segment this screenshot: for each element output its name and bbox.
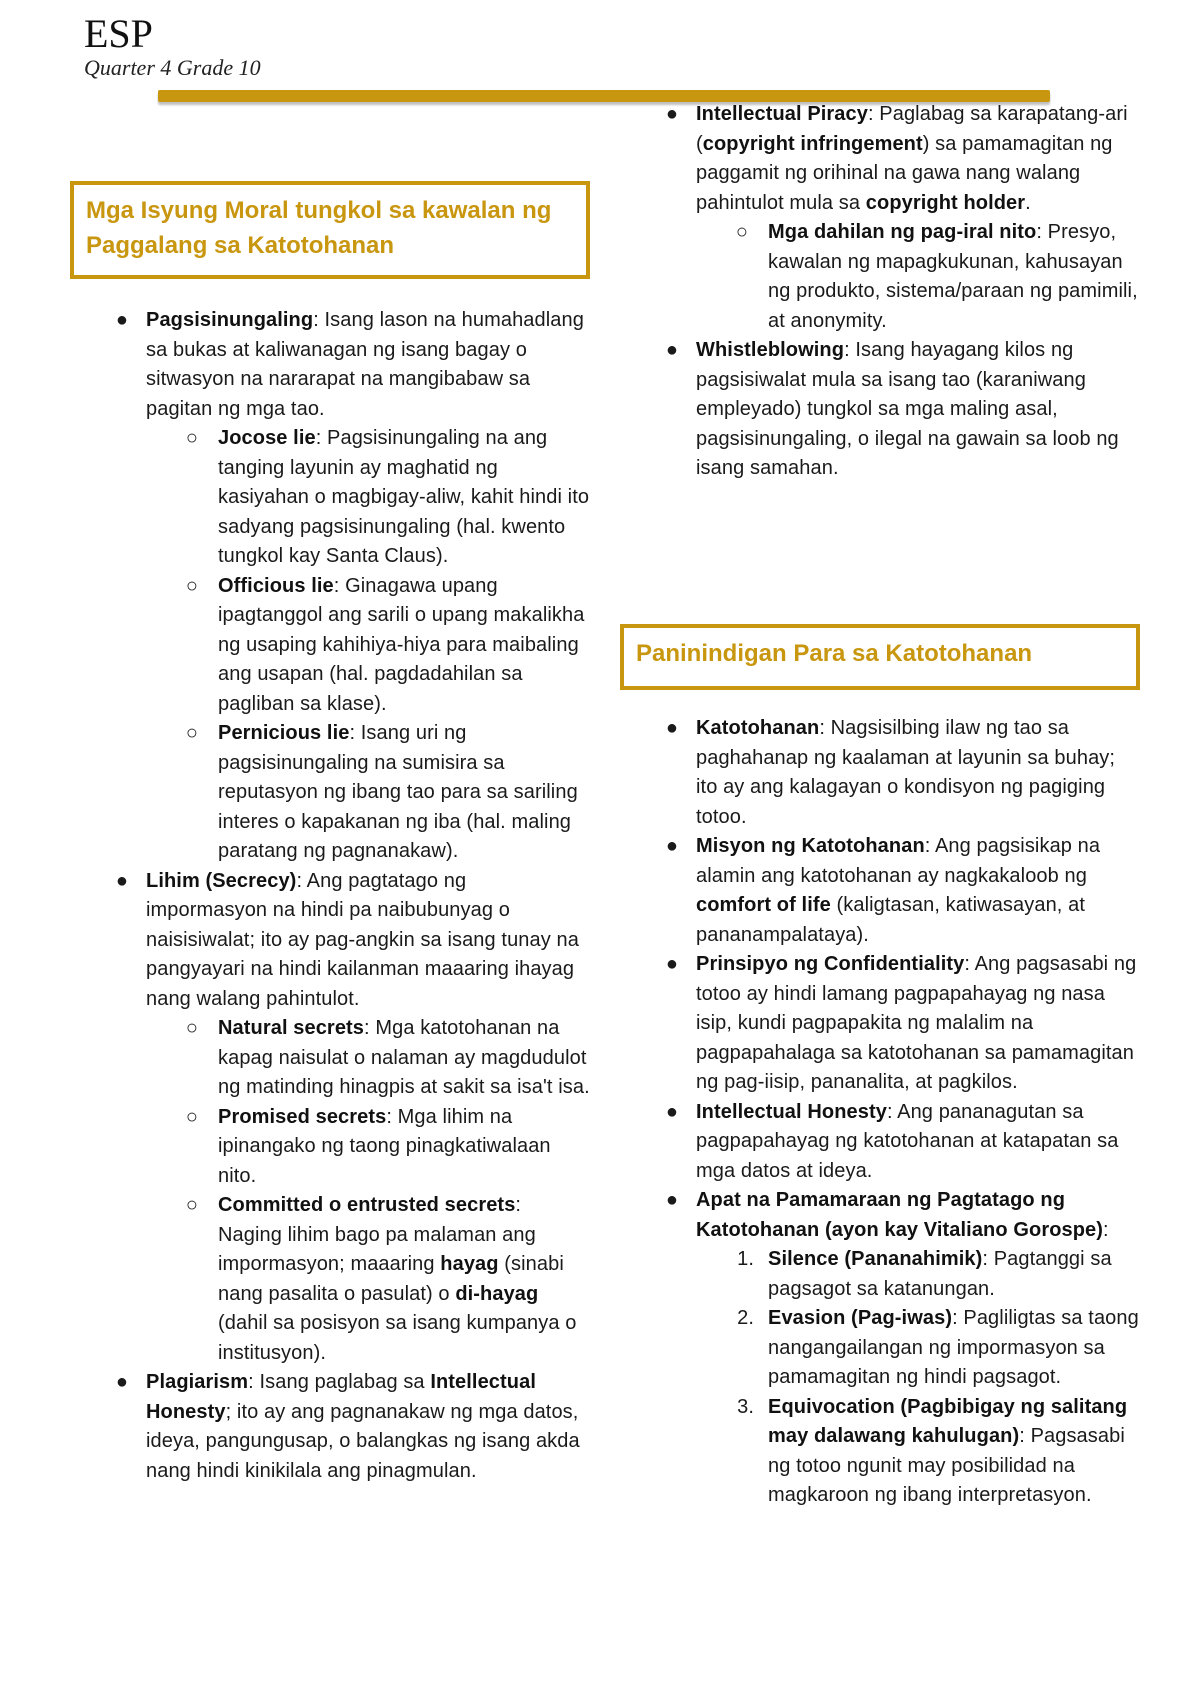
- list-item-mga-dahilan: ○ Mga dahilan ng pag-iral nito: Presyo, kawalan ng mapagkukunan, kahusayan ng produkto, sistema/paraan ng pamimili, at anonymity.: [620, 218, 1140, 336]
- list-item-promised-secrets: ○ Promised secrets: Mga lihim na ipinangako ng taong pinagkatiwalaan nito.: [70, 1103, 590, 1192]
- moral-issues-list: [70, 306, 590, 1486]
- list-item-katotohanan: ● Katotohanan: Nagsisilbing ilaw ng tao sa paghahanap ng kaalaman at layunin sa buhay; ito ay ang kalagayan o kondisyon ng pagiging totoo.: [620, 714, 1140, 832]
- list-item-misyon: ● Misyon ng Katotohanan: Ang pagsisikap na alamin ang katotohanan ay nagkakaloob ng comfort of life (kaligtasan, katiwasayan, at pananampalataya).: [620, 832, 1140, 950]
- list-item-confidentiality: ● Prinsipyo ng Confidentiality: Ang pagsasabi ng totoo ay hindi lamang pagpapahayag ng nasa isip, kundi pagpapakita ng malalim na pagpapahalaga sa katotohanan sa pamamagitan ng pag-iisip, pananalita, at pagkilos.: [620, 950, 1140, 1098]
- list-item-jocose-lie: ○ Jocose lie: Pagsisinungaling na ang tanging layunin ay maghatid ng kasiyahan o magbigay-aliw, kahit hindi ito sadyang pagsisinungaling (hal. kwento tungkol kay Santa Claus).: [70, 424, 590, 572]
- list-item-pernicious-lie: ○ Pernicious lie: Isang uri ng pagsisinungaling na sumisira sa reputasyon ng ibang tao para sa sariling interes o kapakanan ng iba (hal. maling paratang ng pagnanakaw).: [70, 719, 590, 867]
- list-item-plagiarism: ● Plagiarism: Isang paglabag sa Intellectual Honesty; ito ay ang pagnanakaw ng mga datos, ideya, pangungusap, o balangkas ng isang akda nang hindi kinikilala ang pinagmulan.: [70, 1368, 590, 1486]
- hollow-bullet-icon: ○: [185, 1017, 199, 1039]
- hollow-bullet-icon: ○: [185, 722, 199, 744]
- hollow-bullet-icon: ○: [735, 221, 749, 243]
- hollow-bullet-icon: ○: [185, 1194, 199, 1216]
- list-item-lihim: ● Lihim (Secrecy): Ang pagtatago ng impormasyon na hindi pa naibubunyag o naisisiwalat; ito ay pag-angkin sa isang tunay na pangyayari na hindi kailanman maaaring ihayag nang walang pahintulot.: [70, 867, 590, 1015]
- bullet-icon: ●: [115, 1371, 129, 1393]
- list-item-pagsisinungaling: ● Pagsisinungaling: Isang lason na humahadlang sa bukas at kaliwanagan ng isang bagay o sitwasyon na nararapat na mangibabaw sa pagitan ng mga tao.: [70, 306, 590, 424]
- list-item-intellectual-piracy: ● Intellectual Piracy: Paglabag sa karapatang-ari (copyright infringement) sa pamamagitan ng paggamit ng orihinal na gawa nang walang pahintulot mula sa copyright holder.: [620, 100, 1140, 218]
- bullet-icon: ●: [665, 1100, 679, 1123]
- hollow-bullet-icon: ○: [185, 427, 199, 449]
- list-item-intellectual-honesty: ● Intellectual Honesty: Ang pananagutan sa pagpapahayag ng katotohanan at katapatan sa mga datos at ideya.: [620, 1098, 1140, 1187]
- document-title: ESP: [84, 11, 153, 56]
- bullet-icon: ●: [115, 309, 129, 331]
- list-item-natural-secrets: ○ Natural secrets: Mga katotohanan na kapag naisulat o nalaman ay magdudulot ng matinding hinagpis at sakit sa isa't isa.: [70, 1014, 590, 1103]
- numbered-item-equivocation: 3. Equivocation (Pagbibigay ng salitang may dalawang kahulugan): Pagsasabi ng totoo ngunit may posibilidad na magkaroon ng ibang interpretasyon.: [737, 1395, 1128, 1506]
- bullet-icon: ●: [115, 869, 129, 892]
- section-heading-text: Paninindigan Para sa Katotohanan: [636, 640, 1033, 667]
- bullet-icon: ●: [665, 103, 679, 125]
- bullet-icon: ●: [665, 835, 679, 857]
- document-header: [84, 12, 261, 80]
- list-item-apat-na-pamamaraan: ● Apat na Pamamaraan ng Pagtatago ng Katotohanan (ayon kay Vitaliano Gorospe):: [620, 1186, 1140, 1245]
- numbered-item-evasion: 2. Evasion (Pag-iwas): Pagliligtas sa taong nangangailangan ng impormasyon sa pamamagitan ng hindi pagsagot.: [737, 1307, 1139, 1388]
- bullet-icon: ●: [665, 339, 679, 361]
- bullet-icon: ●: [665, 953, 679, 975]
- section-heading-text: Mga Isyung Moral tungkol sa kawalan ng Paggalang sa Katotohanan: [86, 197, 552, 259]
- hollow-bullet-icon: ○: [185, 574, 199, 597]
- list-item-officious-lie: ○ Officious lie: Ginagawa upang ipagtanggol ang sarili o upang makalikha ng usaping kahihiya-hiya para maibaling ang usapan (hal. pagdadahilan sa pagliban sa klase).: [70, 572, 590, 720]
- section-heading-paninindigan: [620, 624, 1140, 690]
- list-item-committed-secrets: ○ Committed o entrusted secrets: Naging lihim bago pa malaman ang impormasyon; maaaring hayag (sinabi nang pasalita o pasulat) o di-hayag (dahil sa posisyon sa isang kumpanya o institusyon).: [70, 1191, 590, 1368]
- hollow-bullet-icon: ○: [185, 1105, 199, 1128]
- bullet-icon: ●: [665, 1189, 679, 1211]
- document-subtitle: Quarter 4 Grade 10: [84, 55, 261, 80]
- piracy-list: [620, 100, 1140, 484]
- numbered-item-silence: 1. Silence (Pananahimik): Pagtanggi sa pagsagot sa katanungan.: [737, 1248, 1112, 1300]
- bullet-icon: ●: [665, 717, 679, 739]
- truth-list: [620, 714, 1140, 1511]
- list-item-whistleblowing: ● Whistleblowing: Isang hayagang kilos ng pagsisiwalat mula sa isang tao (karaniwang empleyado) tungkol sa mga maling asal, pagsisinungaling, o ilegal na gawain sa loob ng isang samahan.: [620, 336, 1140, 484]
- section-heading-moral-issues: [70, 181, 590, 279]
